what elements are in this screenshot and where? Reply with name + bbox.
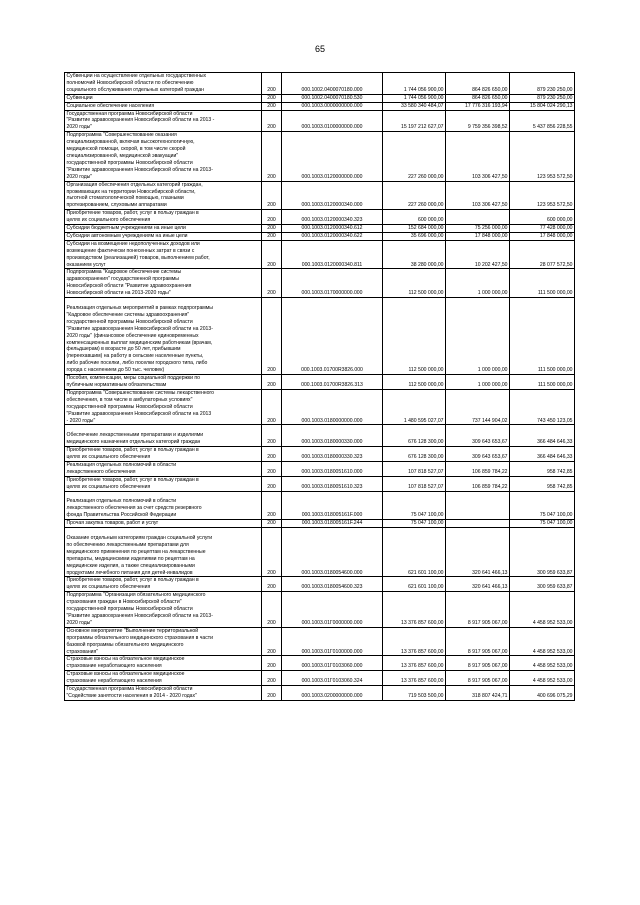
amount-total-cell: 621 601 100,00 <box>383 577 446 592</box>
amount-executed-cell: 1 000 000,00 <box>446 269 510 298</box>
amount-total-cell: 33 580 340 484,07 <box>383 102 446 110</box>
amount-total-cell: 676 128 300,00 <box>383 425 446 447</box>
amount-remaining-cell: 958 742,85 <box>510 476 575 491</box>
row-code-cell: 200 <box>262 375 282 390</box>
amount-total-cell: 13 376 857 600,00 <box>383 656 446 671</box>
amount-total-cell: 13 376 857 600,00 <box>383 671 446 686</box>
table-row <box>65 520 575 528</box>
row-code-cell: 200 <box>262 491 282 520</box>
table-row <box>65 94 575 102</box>
amount-executed-cell: 320 641 466,13 <box>446 528 510 577</box>
classification-code-cell: 000.1003.0120000340.622 <box>282 232 383 240</box>
budget-table-body <box>65 73 575 701</box>
amount-executed-cell: 106 859 784,22 <box>446 476 510 491</box>
row-code-cell: 200 <box>262 425 282 447</box>
table-row <box>65 298 575 375</box>
classification-code-cell: 000.1003.0180054600.000 <box>282 528 383 577</box>
classification-code-cell: 000.1003.0180000000.000 <box>282 389 383 425</box>
table-row <box>65 269 575 298</box>
row-code-cell: 200 <box>262 110 282 132</box>
table-row <box>65 102 575 110</box>
amount-executed-cell <box>446 210 510 225</box>
classification-code-cell: 000.1003.0120000340.612 <box>282 225 383 233</box>
classification-code-cell: 000.1003.0100000000.000 <box>282 110 383 132</box>
row-code-cell: 200 <box>262 656 282 671</box>
amount-executed-cell: 106 859 784,22 <box>446 461 510 476</box>
amount-remaining-cell: 600 000,00 <box>510 210 575 225</box>
amount-executed-cell: 1 000 000,00 <box>446 375 510 390</box>
classification-code-cell: 000.1002.0400070180.530 <box>282 94 383 102</box>
classification-code-cell: 000.1003.0180051610.000 <box>282 461 383 476</box>
amount-total-cell: 719 503 500,00 <box>383 686 446 701</box>
classification-code-cell: 000.1003.0120000340.323 <box>282 210 383 225</box>
amount-executed-cell: 17 776 316 193,94 <box>446 102 510 110</box>
amount-executed-cell: 309 643 653,67 <box>446 447 510 462</box>
item-name-cell: Страховые взносы на обязательное медицинское страхование неработающего населения <box>65 671 262 686</box>
amount-remaining-cell: 111 500 000,00 <box>510 375 575 390</box>
classification-code-cell: 000.1003.018005161F.244 <box>282 520 383 528</box>
amount-remaining-cell: 75 047 100,00 <box>510 520 575 528</box>
amount-total-cell: 227 260 000,00 <box>383 132 446 181</box>
amount-remaining-cell: 300 959 633,87 <box>510 528 575 577</box>
amount-executed-cell: 9 759 356 398,52 <box>446 110 510 132</box>
amount-remaining-cell: 879 230 250,00 <box>510 73 575 95</box>
amount-total-cell: 1 744 056 900,00 <box>383 73 446 95</box>
amount-executed-cell: 309 643 653,67 <box>446 425 510 447</box>
row-code-cell: 200 <box>262 447 282 462</box>
amount-total-cell: 107 818 527,07 <box>383 461 446 476</box>
amount-remaining-cell: 300 959 633,87 <box>510 577 575 592</box>
item-name-cell: Субвенции на осуществление отдельных государственных полномочий Новосибирской области по обеспечению социального обслуживания отдельных категорий граждан <box>65 73 262 95</box>
classification-code-cell: 000.1003.0180000330.000 <box>282 425 383 447</box>
table-row <box>65 686 575 701</box>
table-row <box>65 110 575 132</box>
amount-executed-cell: 320 641 466,13 <box>446 577 510 592</box>
amount-total-cell: 112 500 000,00 <box>383 375 446 390</box>
item-name-cell: Подпрограмма "Организация обязательного медицинского страхования граждан в Новосибирской области" государственной программы Новосибирской области "Развитие здравоохранения Новосибирской области на 2013- 2020 годы" <box>65 592 262 628</box>
row-code-cell: 200 <box>262 671 282 686</box>
table-row <box>65 232 575 240</box>
amount-remaining-cell: 4 458 952 533,00 <box>510 671 575 686</box>
classification-code-cell: 000.1003.0180051610.323 <box>282 476 383 491</box>
amount-total-cell: 38 280 000,00 <box>383 240 446 269</box>
amount-executed-cell: 8 917 905 067,00 <box>446 671 510 686</box>
item-name-cell: Субсидии бюджетным учреждениям на иные цели <box>65 225 262 233</box>
amount-remaining-cell: 879 230 250,00 <box>510 94 575 102</box>
amount-executed-cell: 318 807 424,71 <box>446 686 510 701</box>
classification-code-cell: 000.1003.01700R3826.000 <box>282 298 383 375</box>
amount-remaining-cell: 77 428 000,00 <box>510 225 575 233</box>
item-name-cell: Реализация отдельных мероприятий в рамках подпрограммы "Кадровое обеспечение системы здравоохранения" государственной программы Новосибирской области "Развитие здравоохранения Новосибирской области на 2013- 2020 годы" (финансовое обеспечение единовременных компенсационных выплат медицинским работникам (врачам, фельдшерам) в возрасте до 50 лет, прибывшим (переехавшим) на работу в сельские населенные пункты, либо рабочие поселки, либо поселки городского типа, либо города с населением до 50 тыс. человек) <box>65 298 262 375</box>
amount-executed-cell: 737 144 904,02 <box>446 389 510 425</box>
amount-remaining-cell: 4 458 952 533,00 <box>510 592 575 628</box>
item-name-cell: Подпрограмма "Совершенствование системы лекарственного обеспечения, в том числе в амбулаторных условиях" государственной программы Новосибирской области "Развитие здравоохранения Новосибирской области на 2013 - 2020 годы" <box>65 389 262 425</box>
table-row <box>65 491 575 520</box>
classification-code-cell: 000.1003.0200000000.000 <box>282 686 383 701</box>
table-row <box>65 447 575 462</box>
row-code-cell: 200 <box>262 232 282 240</box>
amount-remaining-cell: 111 500 000,00 <box>510 298 575 375</box>
item-name-cell: Приобретение товаров, работ, услуг в пользу граждан в целях их социального обеспечения <box>65 210 262 225</box>
table-row <box>65 240 575 269</box>
item-name-cell: Приобретение товаров, работ, услуг в пользу граждан в целях их социального обеспечения <box>65 577 262 592</box>
table-row <box>65 225 575 233</box>
amount-total-cell: 227 260 000,00 <box>383 181 446 210</box>
amount-total-cell: 152 684 000,00 <box>383 225 446 233</box>
item-name-cell: Субсидии автономным учреждениям на иные цели <box>65 232 262 240</box>
amount-executed-cell: 10 202 427,50 <box>446 240 510 269</box>
row-code-cell: 200 <box>262 686 282 701</box>
amount-remaining-cell: 17 848 000,00 <box>510 232 575 240</box>
amount-total-cell: 112 500 000,00 <box>383 269 446 298</box>
amount-remaining-cell: 4 458 952 533,00 <box>510 627 575 656</box>
item-name-cell: Приобретение товаров, работ, услуг в пользу граждан в целях их социального обеспечения <box>65 476 262 491</box>
classification-code-cell: 000.1003.018005161F.000 <box>282 491 383 520</box>
amount-executed-cell: 17 848 000,00 <box>446 232 510 240</box>
amount-executed-cell: 8 917 905 067,00 <box>446 656 510 671</box>
table-row <box>65 627 575 656</box>
row-code-cell: 200 <box>262 73 282 95</box>
item-name-cell: Реализация отдельных полномочий в области лекарственного обеспечения за счет средств резервного фонда Правительства Российской Федерации <box>65 491 262 520</box>
classification-code-cell: 000.1003.0120000340.811 <box>282 240 383 269</box>
row-code-cell: 200 <box>262 461 282 476</box>
item-name-cell: Государственная программа Новосибирской области "Развитие здравоохранения Новосибирской области на 2013 - 2020 годы" <box>65 110 262 132</box>
classification-code-cell: 000.1003.01Г0000000.000 <box>282 592 383 628</box>
item-name-cell: Обеспечение лекарственными препаратами и изделиями медицинского назначения отдельных категорий граждан <box>65 425 262 447</box>
row-code-cell: 200 <box>262 389 282 425</box>
amount-executed-cell: 103 306 427,50 <box>446 181 510 210</box>
table-row <box>65 671 575 686</box>
row-code-cell: 200 <box>262 627 282 656</box>
row-code-cell: 200 <box>262 298 282 375</box>
classification-code-cell: 000.1003.01Г0100000.000 <box>282 627 383 656</box>
item-name-cell: Субвенции <box>65 94 262 102</box>
amount-executed-cell: 864 826 650,00 <box>446 94 510 102</box>
amount-remaining-cell: 111 500 000,00 <box>510 269 575 298</box>
row-code-cell: 200 <box>262 225 282 233</box>
amount-executed-cell: 8 917 905 067,00 <box>446 627 510 656</box>
classification-code-cell: 000.1003.0180054600.323 <box>282 577 383 592</box>
amount-total-cell: 621 601 100,00 <box>383 528 446 577</box>
table-row <box>65 461 575 476</box>
item-name-cell: Подпрограмма "Совершенствование оказания специализированной, включая высокотехнологичную, медицинской помощи, скорой, в том числе скорой специализированной, медицинской эвакуации" государственной программы Новосибирской области "Развитие здравоохранения Новосибирской области на 2013- 2020 годы" <box>65 132 262 181</box>
row-code-cell: 200 <box>262 94 282 102</box>
page-number: 65 <box>314 44 325 54</box>
row-code-cell: 200 <box>262 592 282 628</box>
classification-code-cell: 000.1003.0170000000.000 <box>282 269 383 298</box>
amount-executed-cell: 864 826 650,00 <box>446 73 510 95</box>
item-name-cell: Подпрограмма "Кадровое обеспечение системы здравоохранения" государственной программы Новосибирской области "Развитие здравоохранения Новосибирской области на 2013-2020 годы" <box>65 269 262 298</box>
item-name-cell: Социальное обеспечение населения <box>65 102 262 110</box>
amount-remaining-cell: 75 047 100,00 <box>510 491 575 520</box>
row-code-cell: 200 <box>262 528 282 577</box>
amount-total-cell: 75 047 100,00 <box>383 520 446 528</box>
amount-total-cell: 1 744 056 900,00 <box>383 94 446 102</box>
item-name-cell: Организация обеспечения отдельных категорий граждан, проживающих на территории Новосибирской области, льготной стоматологической помощью, глазными протезированием, слуховыми аппаратами <box>65 181 262 210</box>
item-name-cell: Прочая закупка товаров, работ и услуг <box>65 520 262 528</box>
amount-total-cell: 112 500 000,00 <box>383 298 446 375</box>
amount-remaining-cell: 958 742,85 <box>510 461 575 476</box>
table-row <box>65 425 575 447</box>
amount-remaining-cell: 366 484 646,33 <box>510 425 575 447</box>
amount-executed-cell: 103 306 427,50 <box>446 132 510 181</box>
classification-code-cell: 000.1003.0120000340.000 <box>282 181 383 210</box>
amount-total-cell: 600 000,00 <box>383 210 446 225</box>
amount-executed-cell <box>446 491 510 520</box>
item-name-cell: Страховые взносы на обязательное медицинское страхование неработающего населения <box>65 656 262 671</box>
classification-code-cell: 000.1003.0120000000.000 <box>282 132 383 181</box>
amount-remaining-cell: 400 696 075,29 <box>510 686 575 701</box>
row-code-cell: 200 <box>262 476 282 491</box>
amount-total-cell: 35 696 000,00 <box>383 232 446 240</box>
amount-total-cell: 75 047 100,00 <box>383 491 446 520</box>
classification-code-cell: 000.1003.0000000000.000 <box>282 102 383 110</box>
table-row <box>65 375 575 390</box>
row-code-cell: 200 <box>262 181 282 210</box>
classification-code-cell: 000.1003.01700R3826.313 <box>282 375 383 390</box>
amount-remaining-cell: 4 458 952 533,00 <box>510 656 575 671</box>
amount-total-cell: 676 128 300,00 <box>383 447 446 462</box>
item-name-cell: Приобретение товаров, работ, услуг в пользу граждан в целях их социального обеспечения <box>65 447 262 462</box>
item-name-cell: Субсидии на возмещение недополученных доходов или возмещение фактически понесенных затрат в связи с производством (реализацией) товаров, выполнением работ, оказанием услуг <box>65 240 262 269</box>
row-code-cell: 200 <box>262 577 282 592</box>
row-code-cell: 200 <box>262 240 282 269</box>
amount-remaining-cell: 15 804 024 290,13 <box>510 102 575 110</box>
table-row <box>65 389 575 425</box>
amount-executed-cell: 8 917 905 067,00 <box>446 592 510 628</box>
row-code-cell: 200 <box>262 520 282 528</box>
row-code-cell: 200 <box>262 269 282 298</box>
row-code-cell: 200 <box>262 102 282 110</box>
amount-remaining-cell: 28 077 572,50 <box>510 240 575 269</box>
amount-executed-cell <box>446 520 510 528</box>
classification-code-cell: 000.1003.01Г0103060.324 <box>282 671 383 686</box>
table-row <box>65 577 575 592</box>
item-name-cell: Пособия, компенсации, меры социальной поддержки по публичным нормативным обязательствам <box>65 375 262 390</box>
amount-executed-cell: 75 256 000,00 <box>446 225 510 233</box>
table-row <box>65 73 575 95</box>
amount-total-cell: 13 376 857 600,00 <box>383 592 446 628</box>
item-name-cell: Государственная программа Новосибирской области "Содействие занятости населения в 2014 - 2020 годах" <box>65 686 262 701</box>
table-row <box>65 476 575 491</box>
row-code-cell: 200 <box>262 132 282 181</box>
amount-remaining-cell: 366 484 646,33 <box>510 447 575 462</box>
table-row <box>65 528 575 577</box>
amount-total-cell: 13 376 857 600,00 <box>383 627 446 656</box>
amount-remaining-cell: 5 437 856 228,55 <box>510 110 575 132</box>
row-code-cell: 200 <box>262 210 282 225</box>
classification-code-cell: 000.1003.01Г0103060.000 <box>282 656 383 671</box>
item-name-cell: Основное мероприятие "Выполнение территориальной программы обязательного медицинского страхования в части базовой программы обязательного медицинского страхования" <box>65 627 262 656</box>
item-name-cell: Реализация отдельных полномочий в области лекарственного обеспечения <box>65 461 262 476</box>
budget-table <box>64 72 575 701</box>
classification-code-cell: 000.1002.0400070180.000 <box>282 73 383 95</box>
table-row <box>65 181 575 210</box>
amount-remaining-cell: 123 953 572,50 <box>510 132 575 181</box>
amount-remaining-cell: 123 953 572,50 <box>510 181 575 210</box>
amount-total-cell: 1 480 595 027,07 <box>383 389 446 425</box>
amount-executed-cell: 1 000 000,00 <box>446 298 510 375</box>
table-row <box>65 210 575 225</box>
amount-total-cell: 107 818 527,07 <box>383 476 446 491</box>
amount-total-cell: 15 197 212 627,07 <box>383 110 446 132</box>
table-row <box>65 656 575 671</box>
amount-remaining-cell: 743 450 123,05 <box>510 389 575 425</box>
classification-code-cell: 000.1003.0180000330.323 <box>282 447 383 462</box>
item-name-cell: Оказание отдельным категориям граждан социальной услуги по обеспечению лекарственными препаратами для медицинского применения по рецептам на лекарственные препараты, медицинскими изделиями по рецептам на медицинские изделия, а также специализированными продуктами лечебного питания для детей-инвалидов <box>65 528 262 577</box>
table-row <box>65 132 575 181</box>
table-row <box>65 592 575 628</box>
